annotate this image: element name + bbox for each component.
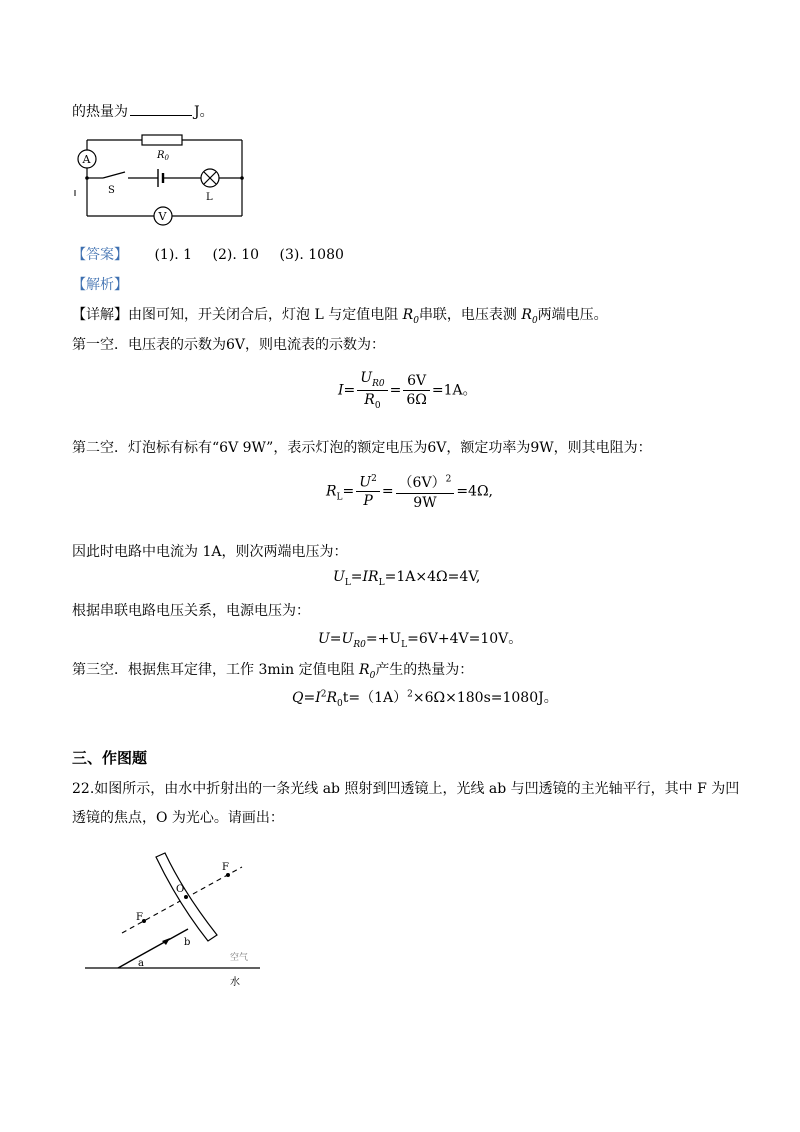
switch-label: S bbox=[108, 185, 115, 196]
answer-item: (1). 1 bbox=[154, 247, 193, 263]
answer-item: (2). 10 bbox=[212, 247, 260, 263]
fraction: $\frac{U_{R0}}{R_0}$ bbox=[357, 370, 387, 411]
fill-blank-line bbox=[72, 101, 214, 121]
analysis-label: 【解析】 bbox=[72, 277, 128, 293]
section-heading: 三、作图题 bbox=[72, 749, 148, 767]
detail-line bbox=[72, 304, 608, 326]
formula-resistance: $R_L=$ $\frac{U^2}{P}$ = $\frac{(6V)^2}{9W}$ =4Ω, bbox=[326, 473, 494, 511]
formula-heat: $Q=I^2R_0t=(1A)^2\times 6\Omega\times 180s=1080J$。 bbox=[292, 689, 558, 709]
voltmeter-label: V bbox=[158, 210, 167, 223]
step1-text: 第一空．电压表的示数为6V，则电流表的示数为： bbox=[72, 337, 386, 353]
formula-source-voltage: $U=U_{R0}=+U_L=6V+4V=10V$。 bbox=[318, 631, 523, 650]
formula-lamp-voltage: $U_L=IR_L=1A\times 4\Omega=4V$, bbox=[333, 569, 481, 588]
fraction: $\frac{U^2}{P}$ bbox=[356, 474, 380, 510]
answer-label: 【答案】 bbox=[72, 247, 128, 263]
step2c-text: 根据串联电路电压关系，电源电压为： bbox=[72, 603, 310, 619]
step2b-text: 因此时电路中电流为 1A，则次两端电压为： bbox=[72, 544, 348, 560]
question-22-line2: 透镜的焦点，O 为光心。请画出： bbox=[72, 810, 284, 826]
detail-text: 两端电压。 bbox=[537, 307, 608, 323]
air-label: 空气 bbox=[230, 953, 249, 963]
r0-symbol: $R_0$ bbox=[521, 307, 538, 326]
concave-lens-diagram bbox=[80, 845, 270, 995]
answer-item: (3). 1080 bbox=[279, 247, 344, 263]
detail-text: 串联，电压表测 bbox=[418, 307, 522, 323]
r0-symbol: $R_0$ bbox=[402, 307, 419, 326]
focus-label: F bbox=[222, 862, 229, 873]
switch-symbol bbox=[103, 172, 125, 178]
resistor-symbol bbox=[142, 135, 182, 145]
fraction: $\frac{(6V)^2}{9W}$ bbox=[396, 472, 455, 511]
optical-center-label: O bbox=[176, 884, 185, 895]
arrow-head bbox=[162, 938, 170, 945]
step3-line: 第三空．根据焦耳定律，工作 3min 定值电阻 $R_0$产生的热量为： bbox=[72, 662, 474, 681]
question-22-line1: 22.如图所示，由水中折射出的一条光线 ab 照射到凹透镜上，光线 ab 与凹透镜的主光轴平行，其中 F 为凹 bbox=[72, 781, 740, 797]
detail-label: 【详解】 bbox=[72, 307, 128, 323]
water-label: 水 bbox=[230, 977, 240, 988]
point-a-label: a bbox=[138, 958, 144, 969]
formula-current: I= $\frac{U_{R0}}{R_0}$ = $\frac{6V}{6\Omega}$ =1A。 bbox=[338, 370, 477, 411]
point-b-label: b bbox=[184, 937, 191, 948]
resistor-label: $R_0$ bbox=[157, 150, 169, 162]
line-text: 的热量为 bbox=[72, 104, 128, 120]
lamp-label: L bbox=[206, 192, 213, 203]
step2-text: 第二空．灯泡标有标有“6V 9W”，表示灯泡的额定电压为6V，额定功率为9W，则其电阻为： bbox=[72, 440, 652, 456]
ammeter-label: A bbox=[82, 153, 91, 166]
answer-blank bbox=[130, 103, 192, 116]
ray-ab bbox=[118, 929, 191, 968]
r0-symbol: $R_0$ bbox=[359, 662, 376, 681]
fraction: $\frac{6V}{6\Omega}$ bbox=[403, 373, 430, 408]
unit-text: J。 bbox=[194, 104, 214, 120]
answer-line bbox=[72, 244, 344, 264]
detail-text: 由图可知，开关闭合后，灯泡 L 与定值电阻 bbox=[128, 307, 403, 323]
focus-label: F bbox=[136, 912, 143, 923]
circuit-diagram bbox=[70, 130, 255, 230]
